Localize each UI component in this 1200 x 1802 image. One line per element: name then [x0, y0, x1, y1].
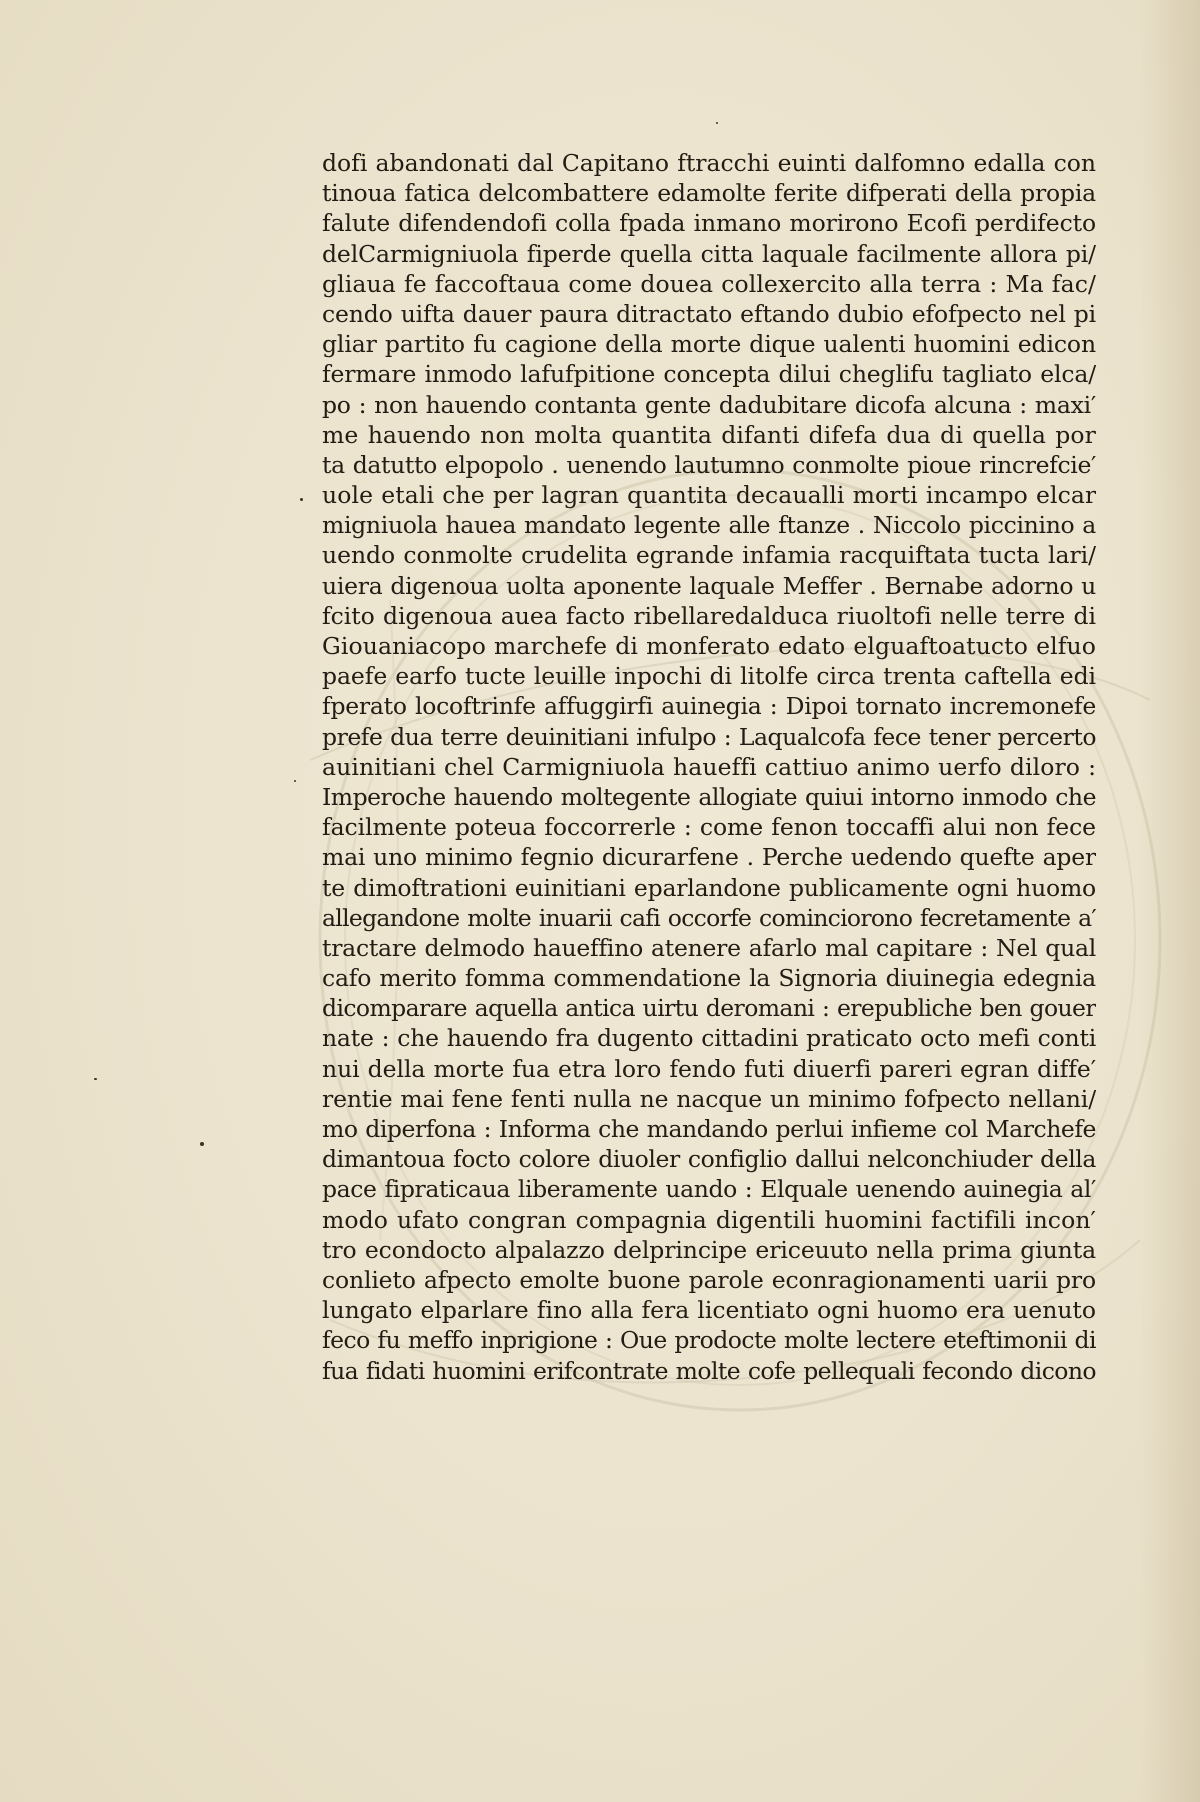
- text-line: dicomparare aquella antica uirtu deromani : erepubliche ben gouer: [322, 994, 1096, 1023]
- text-line: ta datutto elpopolo . uenendo lautumno conmolte pioue rincrefcie′: [322, 450, 1096, 479]
- text-line: gliar partito fu cagione della morte dique ualenti huomini edicon: [322, 330, 1096, 359]
- text-line: auinitiani chel Carmigniuola haueffi cattiuo animo uerfo diloro :: [322, 752, 1096, 781]
- text-line: tro econdocto alpalazzo delprincipe ericeuuto nella prima giunta: [322, 1235, 1096, 1264]
- text-line: fcito digenoua auea facto ribellaredalduca riuoltofi nelle terre di: [322, 601, 1096, 630]
- text-line: fua fidati huomini erifcontrate molte cofe pellequali fecondo dicono: [322, 1356, 1096, 1385]
- text-line: me hauendo non molta quantita difanti difefa dua di quella por: [322, 420, 1096, 449]
- text-line: facilmente poteua foccorrerle : come fenon toccaffi alui non fece: [322, 813, 1096, 842]
- text-line: feco fu meffo inprigione : Oue prodocte molte lectere eteftimonii di: [322, 1326, 1096, 1355]
- text-line: rentie mai fene fenti nulla ne nacque un minimo fofpecto nellani/: [322, 1084, 1096, 1113]
- text-line: te dimoftrationi euinitiani eparlandone publicamente ogni huomo: [322, 873, 1096, 902]
- text-line: prefe dua terre deuinitiani infulpo : Laqualcofa fece tener percerto: [322, 722, 1096, 751]
- text-line: allegandone molte inuarii cafi occorfe cominciorono fecretamente a′: [322, 903, 1096, 932]
- text-line: fperato locoftrinfe affuggirfi auinegia : Dipoi tornato incremonefe: [322, 692, 1096, 721]
- text-line: mo diperfona : Informa che mandando perlui infieme col Marchefe: [322, 1115, 1096, 1143]
- text-line: gliaua fe faccoftaua come douea collexercito alla terra : Ma fac/: [322, 269, 1096, 298]
- text-line: tinoua fatica delcombattere edamolte ferite difperati della propia: [322, 179, 1096, 208]
- text-line: Giouaniacopo marchefe di monferato edato elguaftoatucto elfuo: [322, 632, 1096, 660]
- text-line: dimantoua focto colore diuoler configlio dallui nelconchiuder della: [322, 1145, 1096, 1174]
- text-line: dofi abandonati dal Capitano ftracchi euinti dalfomno edalla con: [322, 149, 1096, 177]
- text-line: lungato elparlare fino alla fera licentiato ogni huomo era uenuto: [322, 1296, 1096, 1325]
- text-line: uiera digenoua uolta aponente laquale Meffer . Bernabe adorno u: [322, 571, 1096, 600]
- text-line: paefe earfo tucte leuille inpochi di litolfe circa trenta caftella edi: [322, 662, 1096, 691]
- text-line: uole etali che per lagran quantita decaualli morti incampo elcar: [322, 481, 1096, 510]
- text-line: nui della morte fua etra loro fendo futi diuerfi pareri egran diffe′: [322, 1054, 1096, 1083]
- text-line: falute difendendofi colla fpada inmano morirono Ecofi perdifecto: [322, 209, 1096, 238]
- text-line: migniuola hauea mandato legente alle ftanze . Niccolo piccinino a: [322, 511, 1096, 540]
- text-line: tractare delmodo haueffino atenere afarlo mal capitare : Nel qual: [322, 933, 1096, 962]
- text-line: uendo conmolte crudelita egrande infamia racquiftata tucta lari/: [322, 541, 1096, 570]
- text-line: delCarmigniuola fiperde quella citta laquale facilmente allora pi/: [322, 239, 1096, 268]
- text-line: Imperoche hauendo moltegente allogiate quiui intorno inmodo che: [322, 782, 1096, 811]
- text-line: fermare inmodo lafufpitione concepta dilui cheglifu tagliato elca/: [322, 360, 1096, 389]
- text-line: cendo uifta dauer paura ditractato eftando dubio efofpecto nel pi: [322, 299, 1096, 328]
- text-line: cafo merito fomma commendatione la Signoria diuinegia edegnia: [322, 964, 1096, 993]
- text-line: mai uno minimo fegnio dicurarfene . Perche uedendo quefte aper: [322, 843, 1096, 872]
- text-line: conlieto afpecto emolte buone parole econragionamenti uarii pro: [322, 1265, 1096, 1294]
- body-text: [322, 148, 1096, 1386]
- text-line: po : non hauendo contanta gente dadubitare dicofa alcuna : maxi′: [322, 390, 1096, 419]
- text-line: nate : che hauendo fra dugento cittadini praticato octo mefi conti: [322, 1024, 1096, 1053]
- text-line: modo ufato congran compagnia digentili huomini factifili incon′: [322, 1205, 1096, 1234]
- text-line: pace fipraticaua liberamente uando : Elquale uenendo auinegia al′: [322, 1175, 1096, 1204]
